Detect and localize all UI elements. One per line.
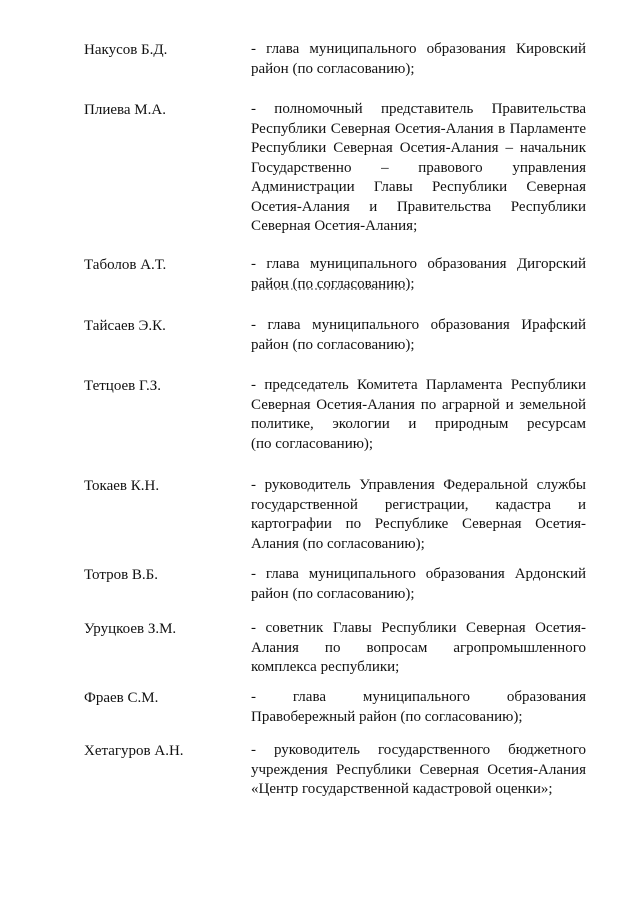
description-line: Осетия-Алания и Правительства Республики [251, 198, 586, 215]
member-description [251, 255, 586, 294]
member-description [251, 565, 586, 604]
description-line: Республики Северная Осетия-Алания – начальник [251, 140, 586, 156]
member-description [251, 40, 586, 79]
member-description [251, 100, 586, 237]
member-description [251, 688, 586, 727]
member-name: Плиева М.А. [84, 102, 166, 118]
member-name: Тотров В.Б. [84, 567, 159, 583]
member-description [251, 476, 586, 554]
member-description [251, 376, 586, 454]
description-line: «Центр государственной кадастровой оценки»; [251, 781, 553, 797]
member-name: Хетагуров А.Н. [84, 743, 184, 759]
description-line: Северная Осетия-Алания; [251, 218, 418, 234]
description-line: район (по согласованию); [251, 336, 415, 353]
member-name: Токаев К.Н. [84, 478, 160, 494]
member-description [251, 741, 586, 800]
member-name: Фраев С.М. [84, 690, 159, 706]
description-line: - руководитель государственного бюджетного [251, 742, 586, 758]
description-line: Алания по вопросам агропромышленного [251, 639, 586, 656]
member-name: Уруцкоев З.М. [84, 621, 177, 637]
description-line: - глава муниципального образования Кировский [251, 41, 586, 57]
description-line: учреждения Республики Северная Осетия-Алания [251, 761, 586, 778]
description-line: - руководитель Управления Федеральной службы [251, 477, 586, 493]
member-name: Тайсаев Э.К. [84, 318, 166, 334]
member-description [251, 619, 586, 678]
description-line: - советник Главы Республики Северная Осетия- [251, 620, 586, 636]
description-line: Администрации Главы Республики Северная [251, 179, 586, 195]
member-name: Таболов А.Т. [84, 257, 167, 273]
description-line: - полномочный представитель Правительства [251, 101, 586, 117]
description-line: - председатель Комитета Парламента Республики [251, 377, 586, 393]
member-description [251, 316, 586, 355]
description-line: (по согласованию); [251, 435, 374, 452]
description-line: район (по согласованию); [251, 60, 415, 77]
description-line: Правобережный район (по согласованию); [251, 708, 523, 725]
description-line: район (по согласованию); [251, 275, 415, 292]
description-line: комплекса республики; [251, 659, 400, 675]
description-line: картографии по Республике Северная Осетия- [251, 516, 586, 532]
description-line: государственной регистрации, кадастра и [251, 496, 586, 513]
description-line: Алания (по согласованию); [251, 535, 425, 552]
member-name: Тетцоев Г.З. [84, 378, 161, 394]
description-line: - глава муниципального образования Дигорский [251, 256, 586, 272]
description-line: - глава муниципального образования Ирафский [251, 317, 586, 333]
description-line: - глава муниципального образования [251, 689, 586, 705]
description-line: Республики Северная Осетия-Алания в Парламенте [251, 120, 586, 137]
description-line: Северная Осетия-Алания по аграрной и земельной [251, 396, 586, 413]
description-line: Государственно – правового управления [251, 159, 586, 176]
member-name: Накусов Б.Д. [84, 42, 168, 58]
description-line: район (по согласованию); [251, 585, 415, 602]
description-line: - глава муниципального образования Ардонский [251, 566, 586, 582]
description-line: политике, экологии и природным ресурсам [251, 416, 586, 432]
